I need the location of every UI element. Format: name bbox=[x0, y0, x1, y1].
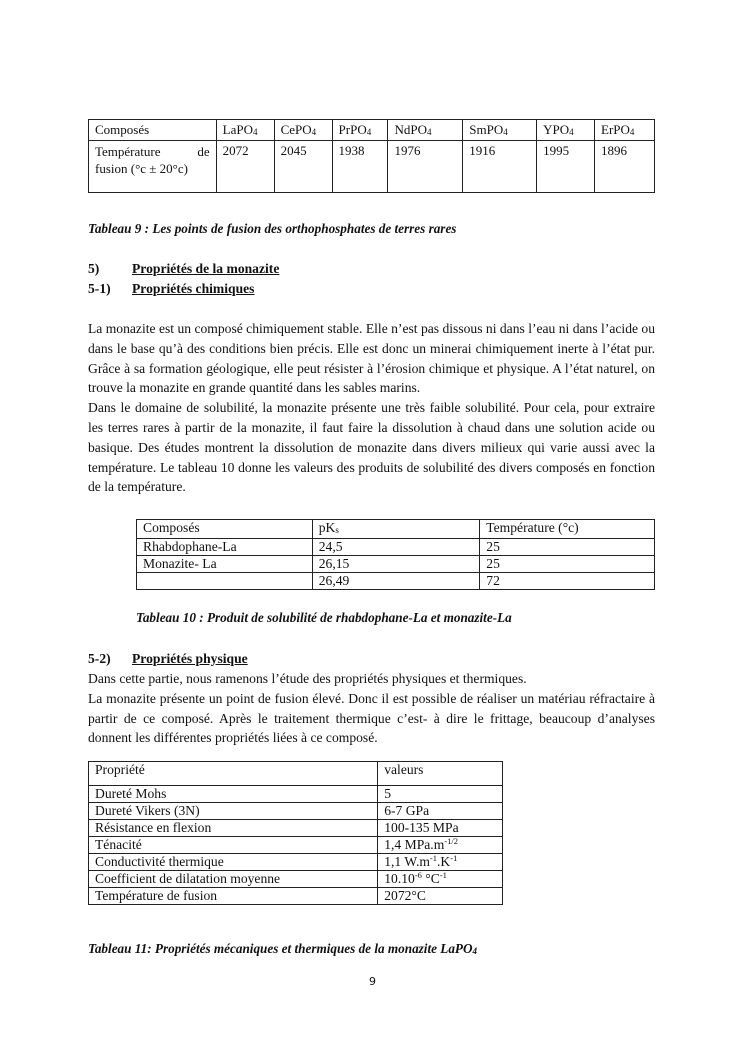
table-11-row bbox=[89, 837, 503, 854]
table-9-cell: 1916 bbox=[463, 141, 537, 193]
table-10-cell: Monazite- La bbox=[137, 556, 313, 573]
table-10-cell: 72 bbox=[480, 573, 655, 590]
table-11-row bbox=[89, 820, 503, 837]
table-10-row bbox=[137, 556, 655, 573]
table-9-cell: 1976 bbox=[388, 141, 463, 193]
table-9-caption: Tableau 9 : Les points de fusion des orthophosphates de terres rares bbox=[88, 221, 457, 236]
page-number: 9 bbox=[369, 975, 376, 988]
table-10-header-cell: $pK_s$ bbox=[312, 520, 480, 539]
table-11-row bbox=[89, 871, 503, 888]
property-value: 100-135 MPa bbox=[378, 820, 503, 837]
table-11-header-row bbox=[89, 762, 503, 786]
property-value: 1,4 $MPa.m^{-1/2}$ bbox=[378, 837, 503, 854]
section-number: 5) bbox=[88, 261, 100, 276]
table-9-header-cell: LaPO$_4$ bbox=[216, 120, 274, 141]
table-9-header-cell: NdPO$_4$ bbox=[388, 120, 463, 141]
paragraph: Dans cette partie, nous ramenons l’étude des propriétés physiques et thermiques. bbox=[88, 671, 527, 686]
property-label: Conductivité thermique bbox=[89, 854, 378, 871]
table-11-row bbox=[89, 888, 503, 905]
property-label: Coefficient de dilatation moyenne bbox=[89, 871, 378, 888]
table-10-cell: 25 bbox=[480, 539, 655, 556]
table-10-row bbox=[137, 539, 655, 556]
paragraph: Dans le domaine de solubilité, la monazite présente une très faible solubilité. Pour cela, pour extraire les terres rares à partir de la monazite, il faut faire la dissolution à chaud dans une solution acide ou basique. Des études montrent la dissolution de monazite dans divers milieux qui varie aussi avec la température. Le tableau 10 donne les valeurs des produits de solubilité des divers composés en fonction de la température. bbox=[88, 400, 655, 495]
table-9-header-cell: PrPO$_4$ bbox=[332, 120, 388, 141]
table-9 bbox=[88, 119, 655, 193]
table-10 bbox=[136, 519, 655, 590]
property-value: $10.10^{-6}$ $^\circ C^{-1}$ bbox=[378, 871, 503, 888]
paragraph: La monazite présente un point de fusion élevé. Donc il est possible de réaliser un matériau réfractaire à partir de ce composé. Après le traitement thermique c’est- à dire le frittage, beaucoup d’analyses donnent les différentes propriétés liées à ce composé. bbox=[88, 690, 655, 746]
property-label: Dureté Vikers (3N) bbox=[89, 803, 378, 820]
table-9-header-cell: SmPO$_4$ bbox=[463, 120, 537, 141]
table-9-header-row bbox=[89, 120, 655, 141]
property-label: Dureté Mohs bbox=[89, 786, 378, 803]
table-9-row-label: Température de fusion (°c ± 20°c) bbox=[89, 141, 217, 193]
section-5-heading bbox=[88, 261, 279, 277]
section-title: Propriétés physique bbox=[132, 651, 248, 666]
property-value: 6-7 GPa bbox=[378, 803, 503, 820]
property-label: Ténacité bbox=[89, 837, 378, 854]
paragraph: La monazite est un composé chimiquement stable. Elle n’est pas dissous ni dans l’eau ni dans l’acide ou dans le base qu’à des conditions bien précis. Elle est donc un minerai chimiquement inerte à l’état pur. Grâce à sa formation géologique, elle peut résister à l’érosion chimique et physique. A l’état naturel, on trouve la monazite en grande quantité dans les sables marins. bbox=[88, 321, 656, 396]
section-title: Propriétés chimiques bbox=[132, 281, 255, 296]
table-10-header-row bbox=[137, 520, 655, 539]
table-10-cell: 24,5 bbox=[312, 539, 480, 556]
chemical-properties-text bbox=[88, 319, 655, 497]
section-title: Propriétés de la monazite bbox=[132, 261, 280, 276]
table-11-header-cell: Propriété bbox=[89, 762, 378, 786]
property-value: 1,1 $W.m^{-1}.K^{-1}$ bbox=[378, 854, 503, 871]
table-11-caption: Tableau 11: Propriétés mécaniques et thermiques de la monazite LaPO$_4$ bbox=[88, 941, 478, 956]
table-9-cell: 2072 bbox=[216, 141, 274, 193]
table-9-header-cell: ErPO$_4$ bbox=[595, 120, 655, 141]
table-9-cell: 1896 bbox=[595, 141, 655, 193]
section-5-1-heading bbox=[88, 281, 254, 297]
property-value: 2072°C bbox=[378, 888, 503, 905]
table-11-row bbox=[89, 803, 503, 820]
property-value: 5 bbox=[378, 786, 503, 803]
table-10-cell bbox=[137, 573, 313, 590]
section-number: 5-2) bbox=[88, 651, 111, 666]
table-9-cell: 1995 bbox=[537, 141, 595, 193]
table-10-cell: 25 bbox=[480, 556, 655, 573]
table-10-header-cell: Composés bbox=[137, 520, 313, 539]
table-11 bbox=[88, 761, 503, 905]
table-10-cell: 26,49 bbox=[312, 573, 480, 590]
table-10-cell: 26,15 bbox=[312, 556, 480, 573]
table-9-cell: 2045 bbox=[274, 141, 332, 193]
table-9-header-cell: Composés bbox=[89, 120, 217, 141]
table-9-data-row bbox=[89, 141, 655, 193]
table-9-cell: 1938 bbox=[332, 141, 388, 193]
property-label: Température de fusion bbox=[89, 888, 378, 905]
table-10-caption: Tableau 10 : Produit de solubilité de rhabdophane-La et monazite-La bbox=[136, 610, 512, 625]
section-5-2-heading bbox=[88, 651, 248, 667]
table-10-row bbox=[137, 573, 655, 590]
table-10-header-cell: Température (°c) bbox=[480, 520, 655, 539]
property-label: Résistance en flexion bbox=[89, 820, 378, 837]
physical-properties-text bbox=[88, 669, 655, 748]
section-number: 5-1) bbox=[88, 281, 111, 296]
table-11-row bbox=[89, 786, 503, 803]
table-9-header-cell: CePO$_4$ bbox=[274, 120, 332, 141]
table-11-header-cell: valeurs bbox=[378, 762, 503, 786]
table-10-cell: Rhabdophane-La bbox=[137, 539, 313, 556]
table-9-header-cell: $YPO_4$ bbox=[537, 120, 595, 141]
table-11-row bbox=[89, 854, 503, 871]
